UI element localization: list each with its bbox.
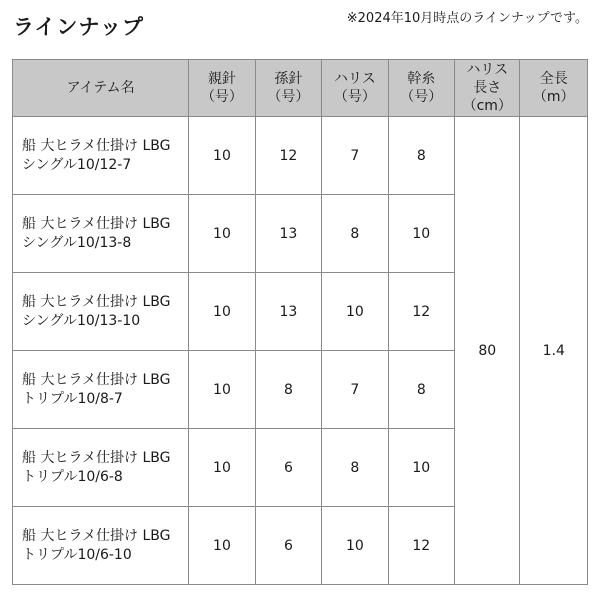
item-name-line: 船 大ヒラメ仕掛け LBG — [22, 527, 171, 544]
oyabari-cell: 10 — [189, 195, 255, 273]
magobari-cell: 13 — [255, 195, 321, 273]
harisu-cell: 8 — [322, 429, 388, 507]
header-unit: （号） — [400, 89, 443, 105]
magobari-cell: 6 — [255, 507, 321, 585]
item-model-line: トリプル10/6-10 — [22, 546, 132, 563]
item-name-cell — [13, 429, 189, 507]
item-name-cell — [13, 507, 189, 585]
harisu-length-cell: 80 — [455, 117, 520, 585]
item-name-cell — [13, 351, 189, 429]
header-label: 孫針 — [274, 71, 303, 87]
header-unit: （号） — [267, 89, 310, 105]
item-name-line: 船 大ヒラメ仕掛け LBG — [22, 371, 171, 388]
lineup-table — [12, 59, 588, 585]
magobari-cell: 6 — [255, 429, 321, 507]
item-name-line: 船 大ヒラメ仕掛け LBG — [22, 449, 171, 466]
magobari-cell: 13 — [255, 273, 321, 351]
harisu-cell: 10 — [322, 507, 388, 585]
header-harisu-length — [455, 60, 520, 117]
item-model-line: トリプル10/8-7 — [22, 390, 123, 407]
header-row — [13, 60, 588, 117]
harisu-cell: 7 — [322, 351, 388, 429]
oyabari-cell: 10 — [189, 273, 255, 351]
mikiito-cell: 10 — [388, 195, 454, 273]
item-name-cell — [13, 195, 189, 273]
header-oyabari — [189, 60, 255, 117]
header-total-length — [520, 60, 588, 117]
oyabari-cell: 10 — [189, 429, 255, 507]
item-name-line: 船 大ヒラメ仕掛け LBG — [22, 293, 171, 310]
header-item-name — [13, 60, 189, 117]
mikiito-cell: 8 — [388, 351, 454, 429]
header-unit: （cm） — [462, 98, 512, 114]
item-model-line: トリプル10/6-8 — [22, 468, 123, 485]
table-row — [13, 117, 588, 195]
item-name-line: 船 大ヒラメ仕掛け LBG — [22, 137, 171, 154]
header-unit: （号） — [200, 89, 243, 105]
header-label: 長さ — [473, 80, 502, 96]
header-label: 幹糸 — [407, 71, 436, 87]
header-label: 全長 — [539, 71, 568, 87]
item-name-line: 船 大ヒラメ仕掛け LBG — [22, 215, 171, 232]
harisu-cell: 8 — [322, 195, 388, 273]
item-model-line: シングル10/13-10 — [22, 312, 141, 329]
header-label: ハリス — [466, 62, 509, 78]
mikiito-cell: 8 — [388, 117, 454, 195]
header-label: アイテム名 — [66, 80, 135, 96]
harisu-cell: 10 — [322, 273, 388, 351]
oyabari-cell: 10 — [189, 351, 255, 429]
oyabari-cell: 10 — [189, 507, 255, 585]
header-label: ハリス — [333, 71, 376, 87]
header-unit: （m） — [532, 89, 575, 105]
item-model-line: シングル10/12-7 — [22, 156, 132, 173]
oyabari-cell: 10 — [189, 117, 255, 195]
header-magobari — [255, 60, 321, 117]
page-title: ラインナップ — [13, 15, 144, 39]
item-name-cell — [13, 273, 189, 351]
total-length-cell: 1.4 — [520, 117, 588, 585]
header-unit: （号） — [333, 89, 376, 105]
date-note: ※2024年10月時点のラインナップです。 — [346, 11, 588, 26]
magobari-cell: 8 — [255, 351, 321, 429]
item-model-line: シングル10/13-8 — [22, 234, 132, 251]
harisu-cell: 7 — [322, 117, 388, 195]
header-mikiito — [388, 60, 454, 117]
mikiito-cell: 12 — [388, 507, 454, 585]
item-name-cell — [13, 117, 189, 195]
header-label: 親針 — [207, 71, 236, 87]
mikiito-cell: 10 — [388, 429, 454, 507]
mikiito-cell: 12 — [388, 273, 454, 351]
magobari-cell: 12 — [255, 117, 321, 195]
header-harisu — [322, 60, 388, 117]
